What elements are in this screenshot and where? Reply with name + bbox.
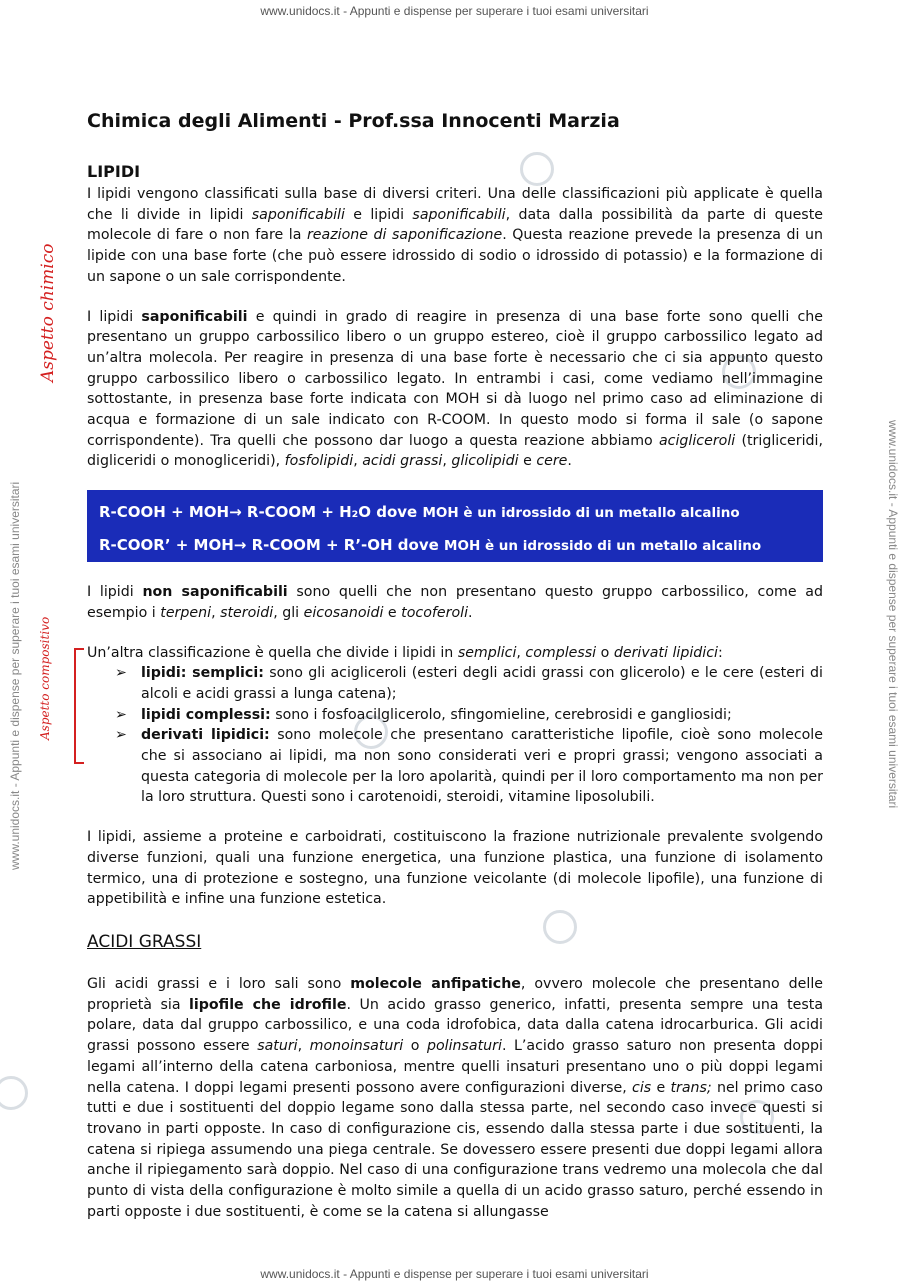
- paragraph-lipidi-intro: I lipidi vengono classificati sulla base di diversi criteri. Una delle classificazioni più applicate è quella che li divide in lipidi saponificabili e lipidi saponificabili, data dalla possibilità da parte di queste molecole di fare o non fare la reazione di saponificazione. Questa reazione prevede la presenza di un lipide con una base forte (che può essere idrossido di sodio o idrossido di potassio) e la formazione di un sapone o un sale corrispondente.: [87, 186, 823, 285]
- handwritten-note-chemical: Aspetto chimico: [38, 243, 58, 382]
- watermark-left: www.unidocs.it - Appunti e dispense per superare i tuoi esami universitari: [8, 481, 22, 870]
- paragraph-functions: I lipidi, assieme a proteine e carboidrati, costituiscono la frazione nutrizionale prevalente svolgendo diverse funzioni, quali una funzione energetica, una funzione plastica, una funzione di isolamento termico, una di protezione e sostegno, una funzione veicolante (di molecole lipofile), una funzione di appetibilità e infine una funzione estetica.: [87, 829, 823, 908]
- reaction-line-2: R-COOR’ + MOH→ R-COOM + R’-OH dove MOH è un idrossido di un metallo alcalino: [99, 536, 762, 555]
- paragraph-saponificabili: I lipidi saponificabili e quindi in grado di reagire in presenza di una base forte sono quelli che presentano un gruppo carbossilico libero o un gruppo estereo, cioè il gruppo carbossilico legato ad un’altra molecola. Per reagire in presenza di una base forte è necessario che ci sia appunto questo gruppo carbossilico libero o carbossilico legato. In entrambi i casi, come vediamo nell’immagine sottostante, in presenza base forte indicata con MOH si dà luogo nel primo caso ad eliminazione di acqua e formazione di un sale indicato con R-COOM. In questo modo si forma il sale (o sapone corrispondente). Tra quelli che possono dar luogo a questa reazione abbiamo acigliceroli (trigliceridi, digliceridi o monogliceridi), fosfolipidi, acidi grassi, glicolipidi e cere.: [87, 308, 824, 470]
- watermark-bottom: www.unidocs.it - Appunti e dispense per superare i tuoi esami universitari: [260, 1267, 649, 1281]
- watermark-logo-icon: [0, 1076, 28, 1110]
- paragraph-non-saponificabili: I lipidi non saponificabili sono quelli che non presentano questo gruppo carbossilico, come ad esempio i terpeni, steroidi, gli eicosanoidi e tocoferoli.: [87, 584, 823, 621]
- list-item: ➢ lipidi: semplici: sono gli acigliceroli (esteri degli acidi grassi con glicerolo) e le cere (esteri di alcoli e acidi grassi a lunga catena);: [115, 665, 823, 702]
- reaction-line-1: R-COOH + MOH→ R-COOM + H₂O dove MOH è un idrossido di un metallo alcalino: [99, 503, 740, 522]
- section-heading-lipidi: LIPIDI: [87, 162, 141, 181]
- watermark-top: www.unidocs.it - Appunti e dispense per superare i tuoi esami universitari: [260, 4, 649, 18]
- paragraph-acidi-grassi: Gli acidi grassi e i loro sali sono molecole anfipatiche, ovvero molecole che presentano delle proprietà sia lipofile che idrofile. Un acido grasso generico, infatti, presenta sempre una testa polare, data dal gruppo carbossilico, e una coda idrofobica, data dalla catena idrocarburica. Gli acidi grassi possono essere saturi, monoinsaturi o polinsaturi. L’acido grasso saturo non presenta doppi legami all’interno della catena carboniosa, mentre quelli insaturi presentano uno o più doppi legami nella catena. I doppi legami presenti possono avere configurazioni diverse, cis e trans; nel primo caso tutti e due i sostituenti del doppio legame sono dalla stessa parte, nel secondo caso invece questi si trovano in parti opposte. In caso di configurazione cis, essendo dalla stessa parte i due sostituenti, la catena si ripiega assumendo una piega centrale. Se dovessero essere presenti due doppi legami allora anche il ripiegamento sarà doppio. Nel caso di una configurazione trans vedremo una molecola che dal punto di vista della configurazione è molto simile a quella di un acido grasso saturo, perché essendo in parti opposte i due sostituenti, è come se la catena si allungasse: [87, 975, 824, 1220]
- list-item: ➢ lipidi complessi: sono i fosfoacilglicerolo, sfingomieline, cerebrosidi e gangliosidi;: [115, 705, 823, 726]
- watermark-right: www.unidocs.it - Appunti e dispense per superare i tuoi esami universitari: [886, 420, 900, 809]
- paragraph-classification: Un’altra classificazione è quella che divide i lipidi in semplici, complessi o derivati lipidici:: [87, 644, 723, 661]
- classification-list: [87, 663, 823, 808]
- document-title: Chimica degli Alimenti - Prof.ssa Innocenti Marzia: [87, 110, 620, 132]
- arrow-bullet-icon: ➢: [115, 727, 127, 744]
- section-heading-acidi-grassi: ACIDI GRASSI: [87, 931, 202, 952]
- handwritten-bracket: [74, 648, 84, 764]
- handwritten-note-compositional: Aspetto compositivo: [38, 616, 52, 740]
- document-page: [87, 108, 823, 1222]
- arrow-bullet-icon: ➢: [115, 665, 127, 682]
- reaction-box: [87, 490, 823, 562]
- arrow-bullet-icon: ➢: [115, 706, 127, 723]
- list-item: ➢ derivati lipidici: sono molecole che presentano caratteristiche lipofile, cioè sono molecole che si associano ai lipidi, ma non sono considerati veri e propri grassi; vengono associati a questa categoria di molecole per la loro apolarità, quindi per il loro comportamento ma non per la loro struttura. Questi sono i carotenoidi, steroidi, vitamine liposolubili.: [115, 727, 823, 806]
